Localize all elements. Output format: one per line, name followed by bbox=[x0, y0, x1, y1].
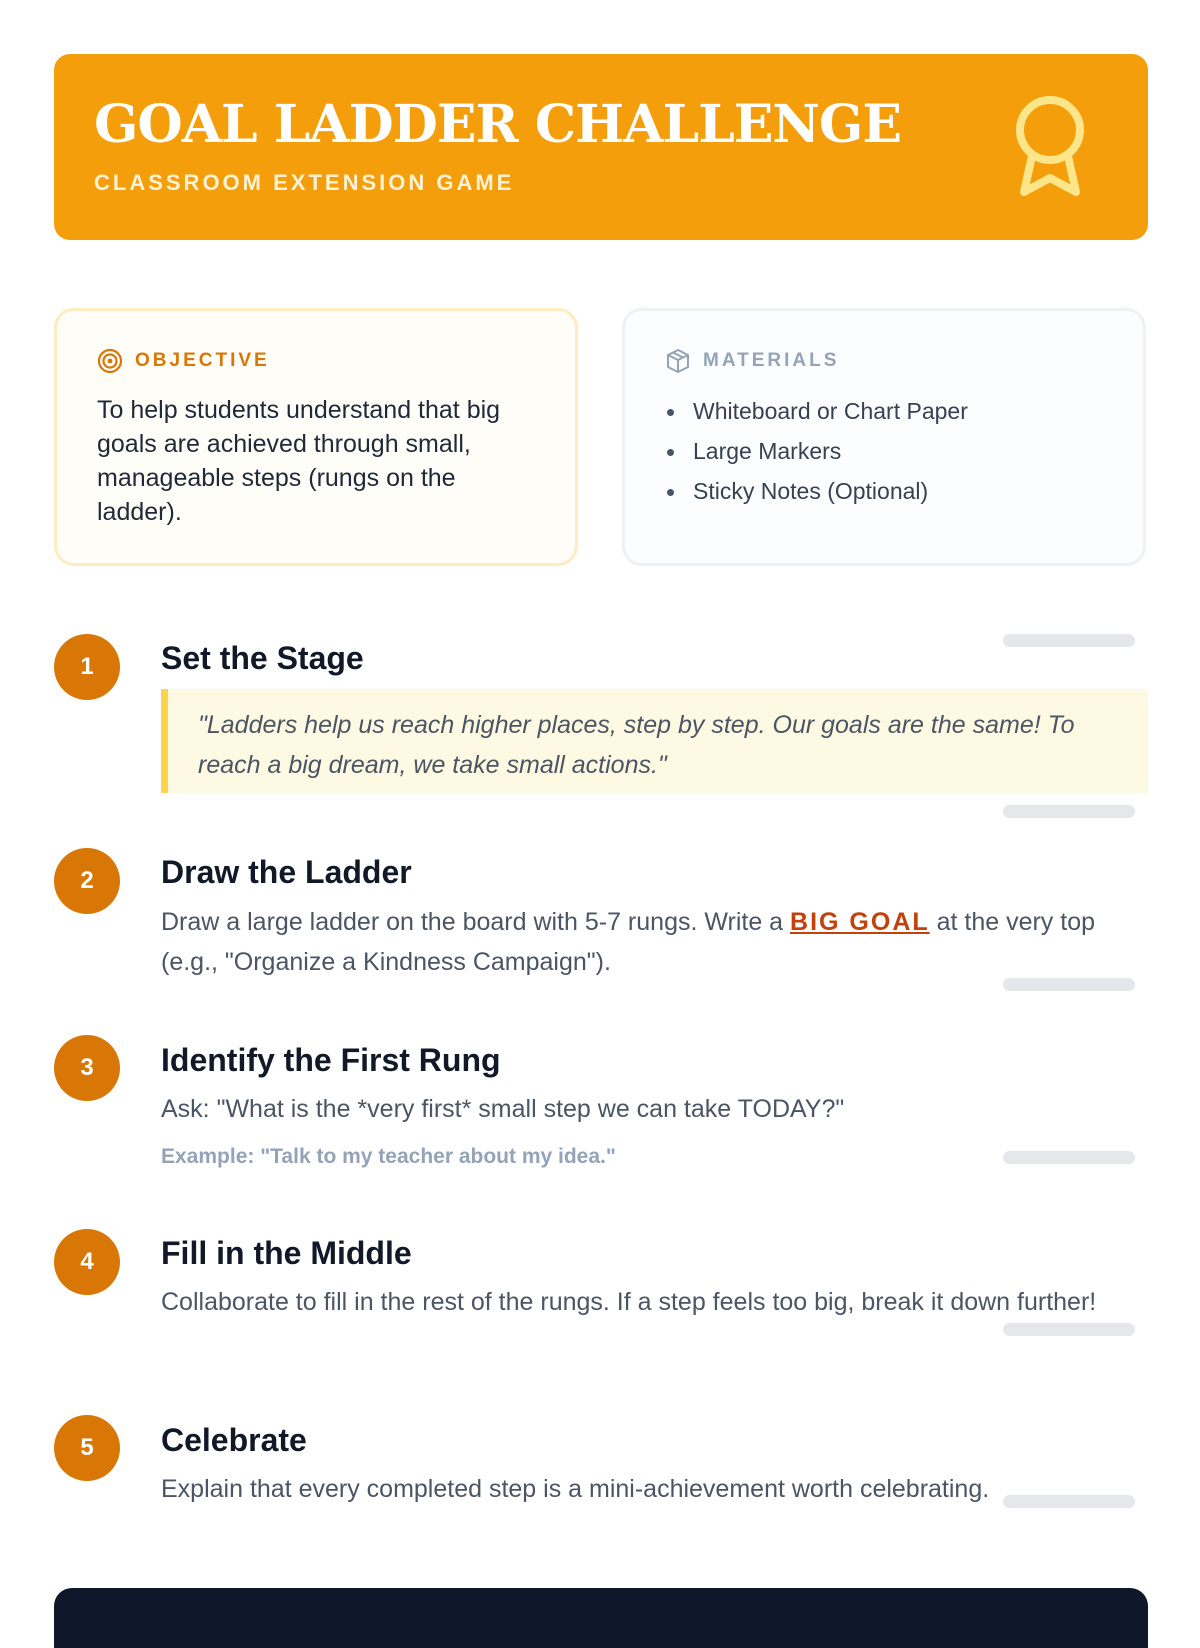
placeholder-bar bbox=[1003, 1151, 1135, 1164]
step-quote: "Ladders help us reach higher places, step by step. Our goals are the same! To reach a big dream, we take small actions." bbox=[161, 689, 1148, 793]
step-title: Fill in the Middle bbox=[161, 1235, 412, 1271]
award-icon bbox=[1010, 94, 1090, 198]
step-number-badge: 4 bbox=[54, 1229, 120, 1295]
page-subtitle: CLASSROOM EXTENSION GAME bbox=[94, 170, 515, 195]
materials-list bbox=[665, 391, 968, 511]
step-text: Draw a large ladder on the board with 5-7 rungs. Write a bbox=[161, 908, 791, 936]
big-goal-highlight: BIG GOAL bbox=[790, 908, 930, 936]
step-example: Example: "Talk to my teacher about my idea." bbox=[161, 1145, 616, 1168]
step-title: Identify the First Rung bbox=[161, 1042, 501, 1078]
target-icon bbox=[97, 348, 123, 374]
materials-card bbox=[622, 308, 1146, 566]
step-title: Set the Stage bbox=[161, 640, 364, 676]
header-banner bbox=[54, 54, 1148, 240]
objective-card bbox=[54, 308, 578, 566]
step-description: Collaborate to fill in the rest of the rungs. If a step feels too big, break it down further! bbox=[161, 1288, 1097, 1316]
materials-heading: MATERIALS bbox=[703, 350, 840, 371]
step-text: at the very top (e.g., "Organize a Kindness Campaign"). bbox=[161, 908, 1096, 976]
footer-banner bbox=[54, 1588, 1148, 1648]
list-item: Whiteboard or Chart Paper bbox=[665, 391, 968, 431]
step-description: Explain that every completed step is a mini-achievement worth celebrating. bbox=[161, 1475, 990, 1503]
step-number-badge: 3 bbox=[54, 1035, 120, 1101]
step-description bbox=[161, 902, 1151, 982]
objective-heading: OBJECTIVE bbox=[135, 350, 270, 371]
step-title: Celebrate bbox=[161, 1422, 307, 1458]
step-description: Ask: "What is the *very first* small step we can take TODAY?" bbox=[161, 1095, 845, 1123]
placeholder-bar bbox=[1003, 634, 1135, 647]
step-number-badge: 2 bbox=[54, 848, 120, 914]
list-item: Sticky Notes (Optional) bbox=[665, 471, 968, 511]
page-title: GOAL LADDER CHALLENGE bbox=[94, 94, 901, 155]
placeholder-bar bbox=[1003, 1323, 1135, 1336]
placeholder-bar bbox=[1003, 1495, 1135, 1508]
step-number-badge: 5 bbox=[54, 1415, 120, 1481]
placeholder-bar bbox=[1003, 978, 1135, 991]
objective-heading-row bbox=[97, 347, 270, 375]
objective-text: To help students understand that big goals are achieved through small, manageable steps (rungs on the ladder). bbox=[97, 396, 501, 526]
placeholder-bar bbox=[1003, 805, 1135, 818]
step-number-badge: 1 bbox=[54, 634, 120, 700]
step-title: Draw the Ladder bbox=[161, 854, 412, 890]
list-item: Large Markers bbox=[665, 431, 968, 471]
box-icon bbox=[665, 348, 691, 374]
materials-heading-row bbox=[665, 347, 839, 375]
